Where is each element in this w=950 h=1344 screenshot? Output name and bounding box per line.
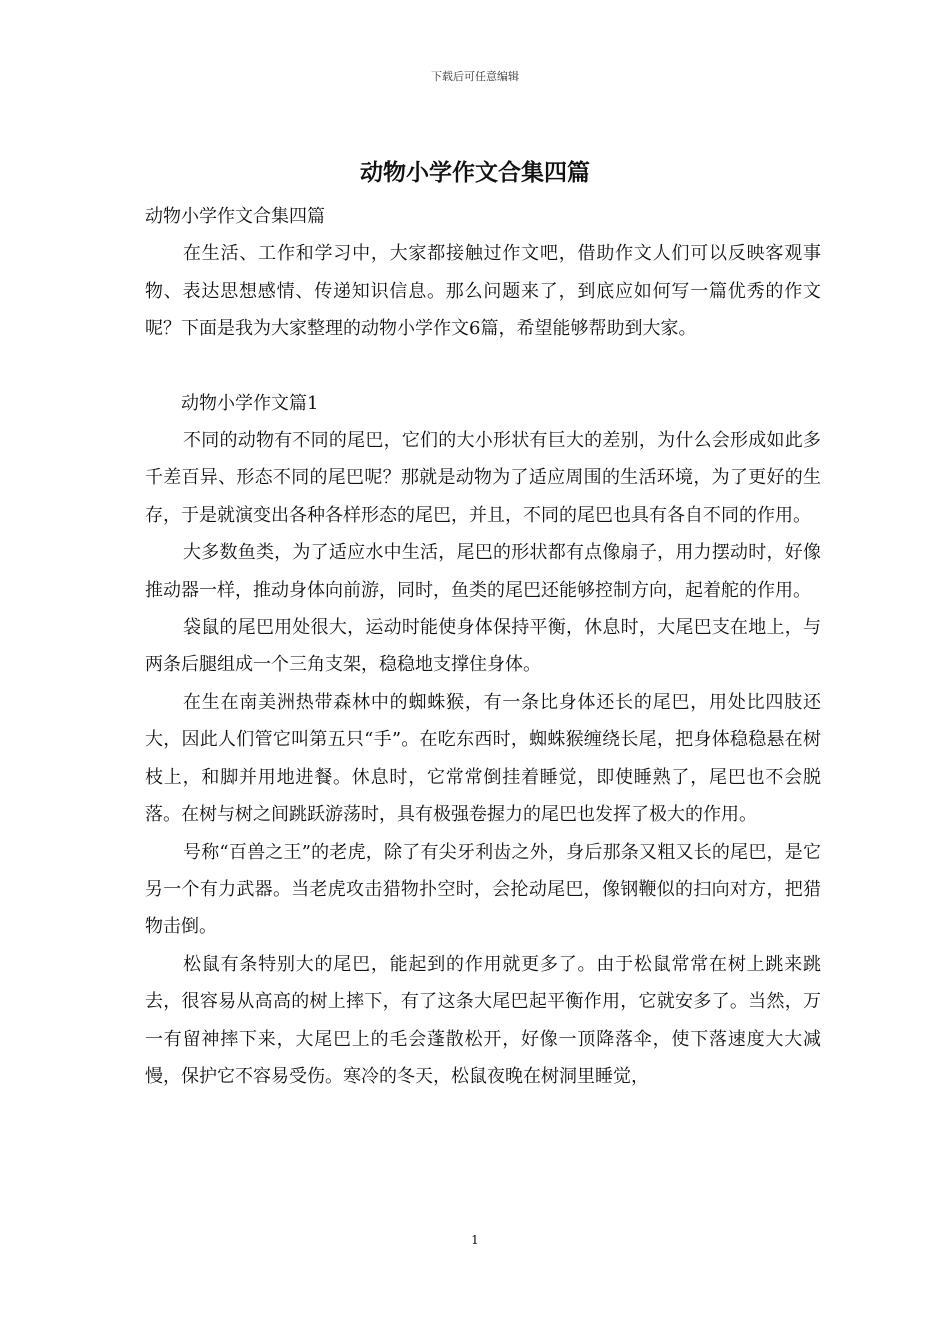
paragraph-kangaroo: 袋鼠的尾巴用处很大，运动时能使身体保持平衡，休息时，大尾巴支在地上，与两条后腿组成一个三角支架，稳稳地支撑住身体。 [145,617,821,676]
section-heading: 动物小学作文篇1 [181,392,319,414]
document-title: 动物小学作文合集四篇 [360,159,590,186]
paragraph-tails-intro: 不同的动物有不同的尾巴，它们的大小形状有巨大的差别，为什么会形成如此多千差百异、形态不同的尾巴呢？那就是动物为了适应周围的生活环境，为了更好的生存，于是就演变出各种各样形态的尾巴，并且，不同的尾巴也具有各自不同的作用。 [145,430,821,526]
paragraph-squirrel: 松鼠有条特别大的尾巴，能起到的作用就更多了。由于松鼠常常在树上跳来跳去，很容易从高高的树上摔下，有了这条大尾巴起平衡作用，它就安多了。当然，万一有留神摔下来，大尾巴上的毛会蓬散松开，好像一顶降落伞，使下落速度大大减慢，保护它不容易受伤。寒冷的冬天，松鼠夜晚在树洞里睡觉， [145,953,821,1087]
paragraph-fish: 大多数鱼类，为了适应水中生活，尾巴的形状都有点像扇子，用力摆动时，好像推动器一样，推动身体向前游，同时，鱼类的尾巴还能够控制方向，起着舵的作用。 [145,542,821,601]
document-subtitle: 动物小学作文合集四篇 [145,206,325,227]
paragraph-tiger: 号称“百兽之王”的老虎，除了有尖牙利齿之外，身后那条又粗又长的尾巴，是它另一个有力武器。当老虎攻击猎物扑空时，会抡动尾巴，像钢鞭似的扫向对方，把猎物击倒。 [145,841,821,938]
page-number: 1 [471,1233,479,1247]
paragraph-spider-monkey: 在生在南美洲热带森林中的蜘蛛猴，有一条比身体还长的尾巴，用处比四肢还大，因此人们管它叫第五只“手”。在吃东西时，蜘蛛猴缠绕长尾，把身体稳稳悬在树枝上，和脚并用地进餐。休息时，它常常倒挂着睡觉，即使睡熟了，尾巴也不会脱落。在树与树之间跳跃游荡时，具有极强卷握力的尾巴也发挥了极大的作用。 [145,691,821,826]
intro-paragraph: 在生活、工作和学习中，大家都接触过作文吧，借助作文人们可以反映客观事物、表达思想感情、传递知识信息。那么问题来了，到底应如何写一篇优秀的作文呢？下面是我为大家整理的动物小学作文6篇，希望能够帮助到大家。 [145,243,821,340]
document-body [145,198,821,1095]
header-note: 下载后可任意编辑 [431,70,519,83]
